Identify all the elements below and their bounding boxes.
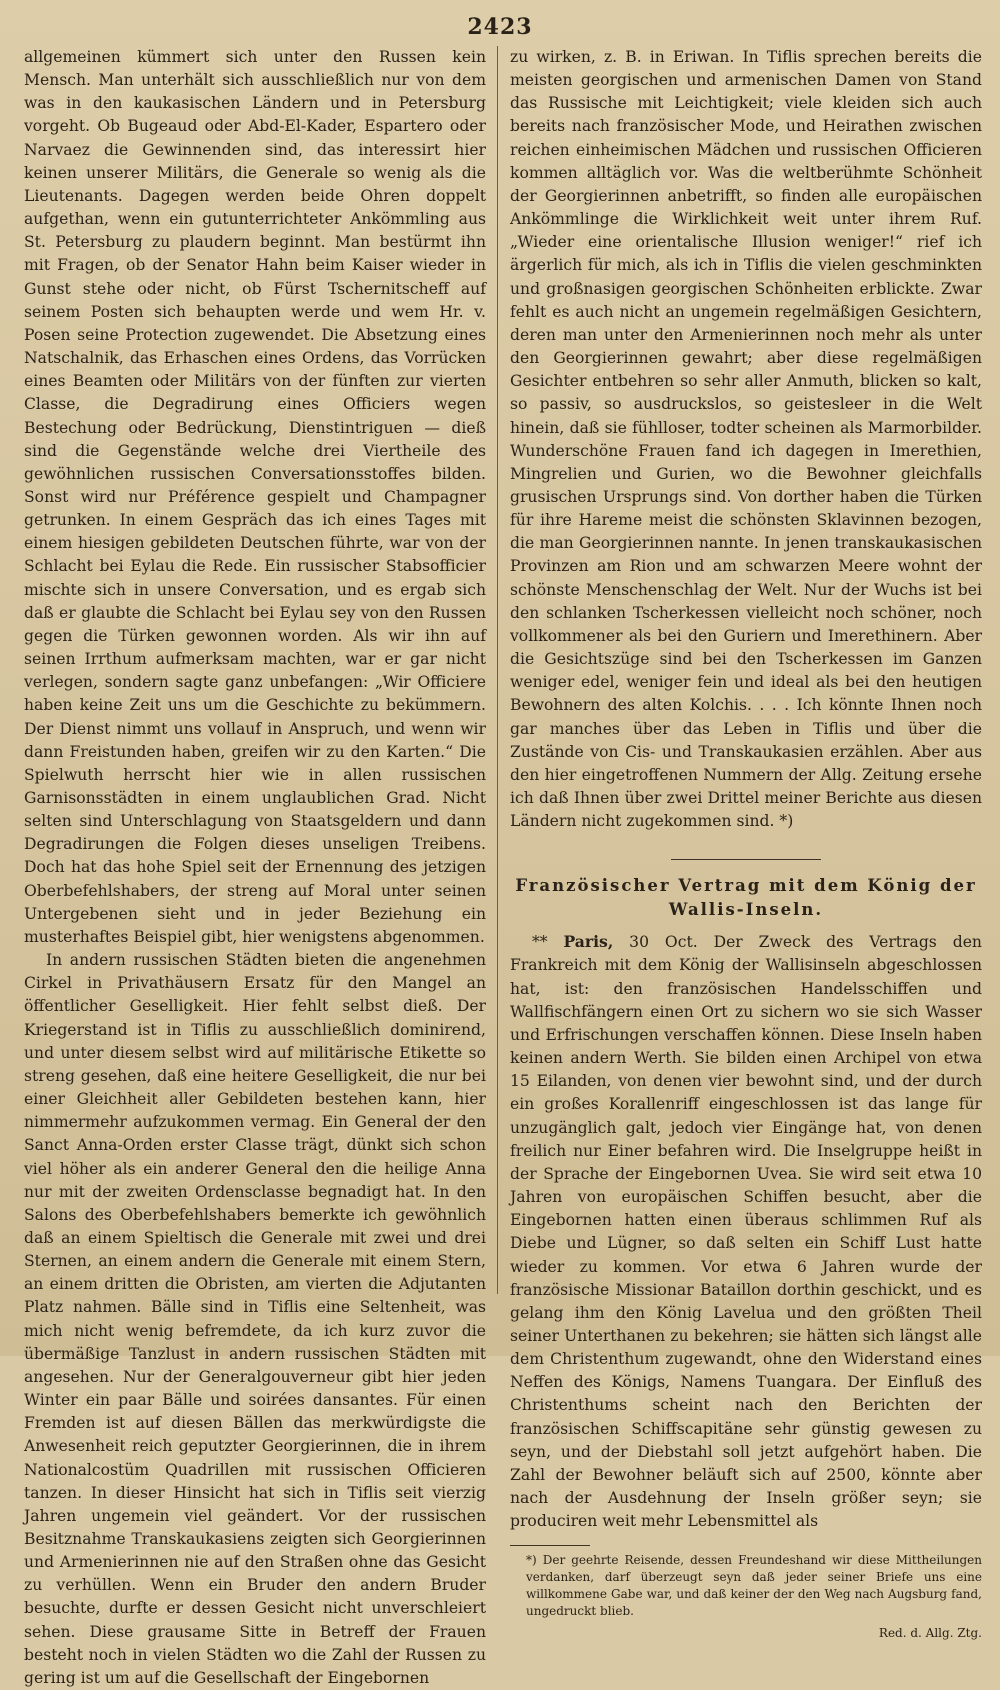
left-paragraph-2: In andern russischen Städten bieten die angenehmen Cirkel in Privathäusern Ersatz für den Mangel an öffentlicher Geselligkeit. Hier fehlt selbst dieß. Der Kriegerstand ist in Tiflis zu ausschließlich dominirend, und unter diesem selbst wird auf militärische Etikette so streng gesehen, daß eine heitere Geselligkeit, die nur bei einer Gleichheit aller Gebildeten bestehen kann, hier nimmermehr aufzukommen vermag. Ein General der den Sanct Anna-Orden erster Classe trägt, dünkt sich schon viel höher als ein anderer General den die heilige Anna nur mit der zweiten Ordensclasse begnadigt hat. In den Salons des Oberbefehlshabers bemerkte ich gewöhnlich daß an einem Spieltisch die Generale mit zwei und drei Sternen, an einem andern die Generale mit einem Stern, an einem dritten die Obristen, am vierten die Adjutanten Platz nahmen. Bälle sind in Tiflis eine Seltenheit, was mich nicht wenig befremdete, da ich kurz zuvor die übermäßige Tanzlust in andern russischen Städten mit angesehen. Nur der Generalgouverneur gibt hier jeden Winter ein paar Bälle und soirées dansantes. Für einen Fremden ist auf diesen Bällen das merkwürdigste die Anwesenheit reich geputzter Georgierinnen, die in ihrem Nationalcostüm Quadrillen mit russischen Officieren tanzen. In dieser Hinsicht hat sich in Tiflis seit vierzig Jahren ungemein viel geändert. Vor der russischen Besitznahme Transkaukasiens zeigten sich Georgierinnen und Armenierinnen nie auf den Straßen ohne das Gesicht zu verhüllen. Wenn ein Bruder den andern Bruder besuchte, durfte er dessen Gesicht nicht unverschleiert sehen. Diese grausame Sitte in Betreff der Frauen besteht noch in vielen Städten wo die Zahl der Russen zu gering ist um auf die Gesellschaft der Eingebornen — [24, 951, 486, 1687]
footnote: *) Der geehrte Reisende, dessen Freundeshand wir diese Mittheilungen verdanken, darf überzeugt seyn daß jeder seiner Briefe uns eine willkommene Gabe war, und daß keiner der den Weg nach Augsburg fand, ungedruckt blieb. — [526, 1553, 982, 1619]
dateline-marker: ** — [532, 933, 548, 952]
dateline-date: 30 Oct. — [629, 933, 698, 952]
article-text: Der Zweck des Vertrags den Frankreich mit dem König der Wallisinseln abgeschlossen hat, ist: den französischen Handelsschiffen und Wallfischfängern einen Ort zu sichern wo sie sich Wasser und Erfrischungen verschaffen können. Diese Inseln haben keinen andern Werth. Sie bilden einen Archipel von etwa 15 Eilanden, von denen vier bewohnt sind, und der durch ein großes Korallenriff eingeschlossen ist das lange für unzugänglich galt, jedoch vier Eingänge hat, von denen freilich nur Einer befahren wird. Die Inselgruppe heißt in der Sprache der Eingebornen Uvea. Sie wird seit etwa 10 Jahren von europäischen Schiffen besucht, aber die Eingebornen hatten einen überaus schlimmen Ruf als Diebe und Lügner, so daß selten ein Schiff Lust hatte wieder zu kommen. Vor etwa 6 Jahren wurde der französische Missionar Bataillon dorthin geschickt, und es gelang ihm den König Lavelua und den größten Theil seiner Unterthanen zu bekehren; sie hätten sich längst alle dem Christenthum zugewandt, ohne den Widerstand eines Neffen des Königs, Namens Tuangara. Der Einfluß des Christenthums scheint nach den Berichten der französischen Schiffscapitäne sehr günstig gewesen zu seyn, und der Diebstahl soll jetzt aufgehört haben. Die Zahl der Bewohner beläuft sich auf 2500, könnte aber nach der Ausdehnung der Inseln größer seyn; sie produciren weit mehr Lebensmittel als — [510, 933, 982, 1531]
left-column — [24, 46, 486, 1690]
article-separator — [671, 859, 821, 860]
footnote-source: Red. d. Allg. Ztg. — [878, 1626, 982, 1641]
article-heading: Französischer Vertrag mit dem König der Wallis-Inseln. — [515, 876, 977, 920]
dateline-place: Paris, — [563, 932, 614, 952]
left-paragraph-1: allgemeinen kümmert sich unter den Russen kein Mensch. Man unterhält sich ausschließlich nur von dem was in den kaukasischen Ländern und in Petersburg vorgeht. Ob Bugeaud oder Abd-El-Kader, Espartero oder Narvaez die Gewinnenden sind, das interessirt hier keinen unserer Militärs, die Generale so wenig als die Lieutenants. Dagegen werden beide Ohren doppelt aufgethan, wenn ein gutunterrichteter Ankömmling aus St. Petersburg zu plaudern beginnt. Man bestürmt ihn mit Fragen, ob der Senator Hahn beim Kaiser wieder in Gunst stehe oder nicht, ob Fürst Tschernitscheff auf seinem Posten sich behaupten werde und wem Hr. v. Posen seine Protection zugewendet. Die Absetzung eines Natschalnik, das Erhaschen eines Ordens, das Vorrücken eines Beamten oder Militärs von der fünften zur vierten Classe, die Degradirung eines Officiers wegen Bestechung oder Bedrückung, Dienstintriguen — dieß sind die Gegenstände welche drei Viertheile des gewöhnlichen russischen Conversationsstoffes bilden. Sonst wird nur Préférence gespielt und Champagner getrunken. In einem Gespräch das ich eines Tages mit einem hiesigen gebildeten Deutschen führte, war von der Schlacht bei Eylau die Rede. Ein russischer Stabsofficier mischte sich in unsere Conversation, und es ergab sich daß er glaubte die Schlacht bei Eylau sey von den Russen gegen die Türken gewonnen worden. Als wir ihn auf seinen Irrthum aufmerksam machten, war er gar nicht verlegen, sondern sagte ganz unbefangen: „Wir Officiere haben keine Zeit uns um die Geschichte zu bekümmern. Der Dienst nimmt uns vollauf in Anspruch, und wenn wir dann Freistunden haben, greifen wir zu den Karten.“ Die Spielwuth herrscht hier wie in allen russischen Garnisonsstädten in einem unglaublichen Grad. Nicht selten sind Unterschlagung von Staatsgeldern und dann Degradirungen die Folgen dieses unseligen Treibens. Doch hat das hohe Spiel seit der Ernennung des jetzigen Oberbefehlshabers, der streng auf Moral unter seinen Untergebenen sieht und in jeder Beziehung ein musterhaftes Beispiel gibt, hier wenigstens abgenommen. — [24, 48, 486, 946]
right-paragraph-1: zu wirken, z. B. in Eriwan. In Tiflis sprechen bereits die meisten georgischen und armenischen Damen von Stand das Russische mit Leichtigkeit; viele kleiden sich auch bereits nach französischer Mode, und Heirathen zwischen reichen einheimischen Mädchen und russischen Officieren kommen alltäglich vor. Was die weltberühmte Schönheit der Georgierinnen anbetrifft, so finden alle europäischen Ankömmlinge die Wirklichkeit weit unter ihrem Ruf. „Wieder eine orientalische Illusion weniger!“ rief ich ärgerlich für mich, als ich in Tiflis die vielen geschminkten und großnasigen georgischen Schönheiten erblickte. Zwar fehlt es auch nicht an ungemein regelmäßigen Gesichtern, deren man unter den Armenierinnen noch mehr als unter den Georgierinnen gewahrt; aber diese regelmäßigen Gesichter entbehren so sehr aller Anmuth, blicken so kalt, so passiv, so ausdruckslos, so geistesleer in die Welt hinein, daß sie fühlloser, todter scheinen als Marmorbilder. Wunderschöne Frauen fand ich dagegen in Imerethien, Mingrelien und Gurien, wo die Bewohner gleichfalls grusischen Ursprungs sind. Von dorther haben die Türken für ihre Hareme meist die schönsten Sklavinnen bezogen, die man Georgierinnen nannte. In jenen transkaukasischen Provinzen am Rion und am schwarzen Meere wohnt der schönste Menschenschlag der Welt. Nur der Wuchs ist bei den schlanken Tscherkessen vielleicht noch schöner, noch vollkommener als bei den Guriern und Imerethinern. Aber die Gesichtszüge sind bei den Tscherkessen im Ganzen weniger edel, weniger fein und ideal als bei den heutigen Bewohnern des alten Kolchis. . . . Ich könnte Ihnen noch gar manches über das Leben in Tiflis und über die Zustände von Cis- und Transkaukasien erzählen. Aber aus den hier eingetroffenen Nummern der Allg. Zeitung ersehe ich daß Ihnen über zwei Drittel meiner Berichte aus diesen Ländern nicht zugekommen sind. *) — [510, 48, 982, 831]
right-column — [510, 46, 982, 1646]
footnote-rule — [510, 1545, 590, 1546]
page-number: 2423 — [467, 14, 533, 40]
article-body — [510, 930, 982, 1533]
column-divider — [497, 46, 498, 1294]
